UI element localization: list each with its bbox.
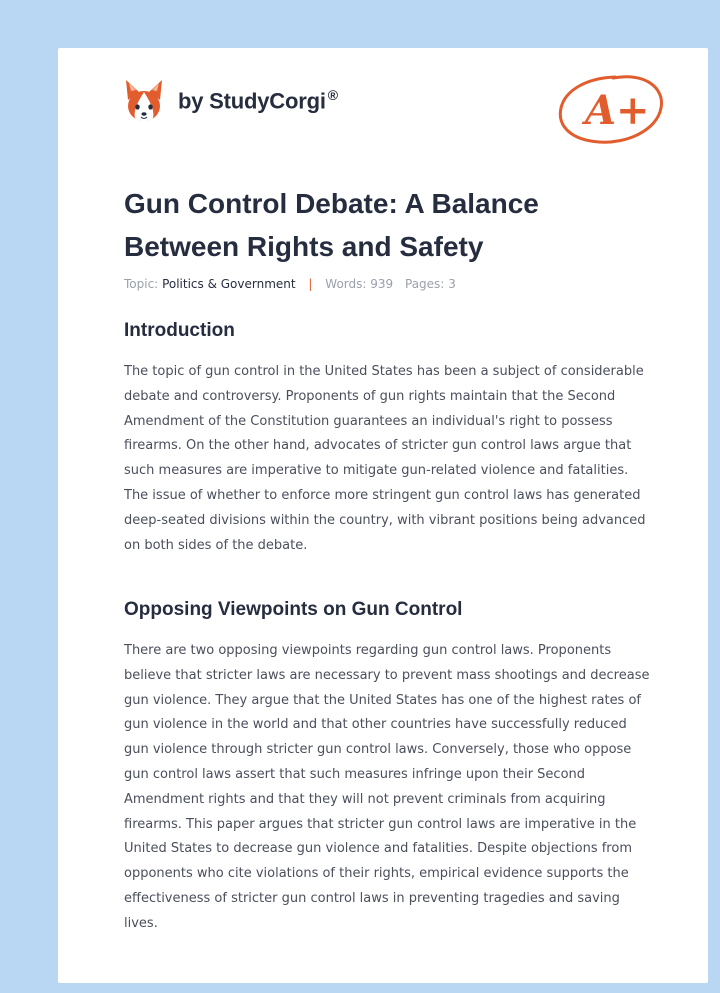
- brand-logo[interactable]: [124, 78, 338, 124]
- essay-meta: [124, 277, 456, 291]
- essay-sheet: [58, 48, 708, 983]
- brand-name: by StudyCorgi ®: [178, 87, 338, 114]
- section-heading-opposing-viewpoints: Opposing Viewpoints on Gun Control: [124, 599, 463, 620]
- corgi-logo-icon: [124, 78, 164, 124]
- topic-value[interactable]: Politics & Government: [162, 277, 296, 291]
- section-body-introduction: The topic of gun control in the United States has been a subject of considerable debate and controversy. Proponents of gun rights maintain that the Second Amendment of the Constitution guarantees an individual's right to possess firearms. On the other hand, advocates of stricter gun control laws argue that such measures are imperative to mitigate gun-related violence and fatalities. The issue of whether to enforce more stringent gun control laws has generated deep-seated divisions within the country, with vibrant positions being advanced on both sides of the debate.: [124, 364, 646, 553]
- section-heading-introduction: Introduction: [124, 320, 235, 341]
- essay-title: Gun Control Debate: A Balance Between Rights and Safety: [124, 188, 539, 262]
- pages-value: 3: [448, 277, 456, 291]
- meta-separator: |: [308, 277, 313, 291]
- grade-a-plus-icon: [553, 68, 669, 150]
- words-value: 939: [370, 277, 394, 291]
- words-label: Words:: [325, 277, 367, 291]
- pages-label: Pages:: [405, 277, 445, 291]
- topic-label: Topic:: [124, 277, 159, 291]
- svg-text:A+: A+: [585, 87, 650, 134]
- section-body-opposing-viewpoints: There are two opposing viewpoints regarding gun control laws. Proponents believe that stricter laws are necessary to prevent mass shootings and decrease gun violence. They argue that the United States has one of the highest rates of gun violence in the world and that other countries have successfully reduced gun violence through stricter gun control laws. Conversely, those who oppose gun control laws assert that such measures infringe upon their Second Amendment rights and that they will not prevent criminals from acquiring firearms. This paper argues that stricter gun control laws are imperative in the United States to decrease gun violence and fatalities. Despite objections from opponents who cite violations of their rights, empirical evidence supports the effectiveness of stricter gun control laws in preventing tragedies and saving lives.: [124, 643, 650, 931]
